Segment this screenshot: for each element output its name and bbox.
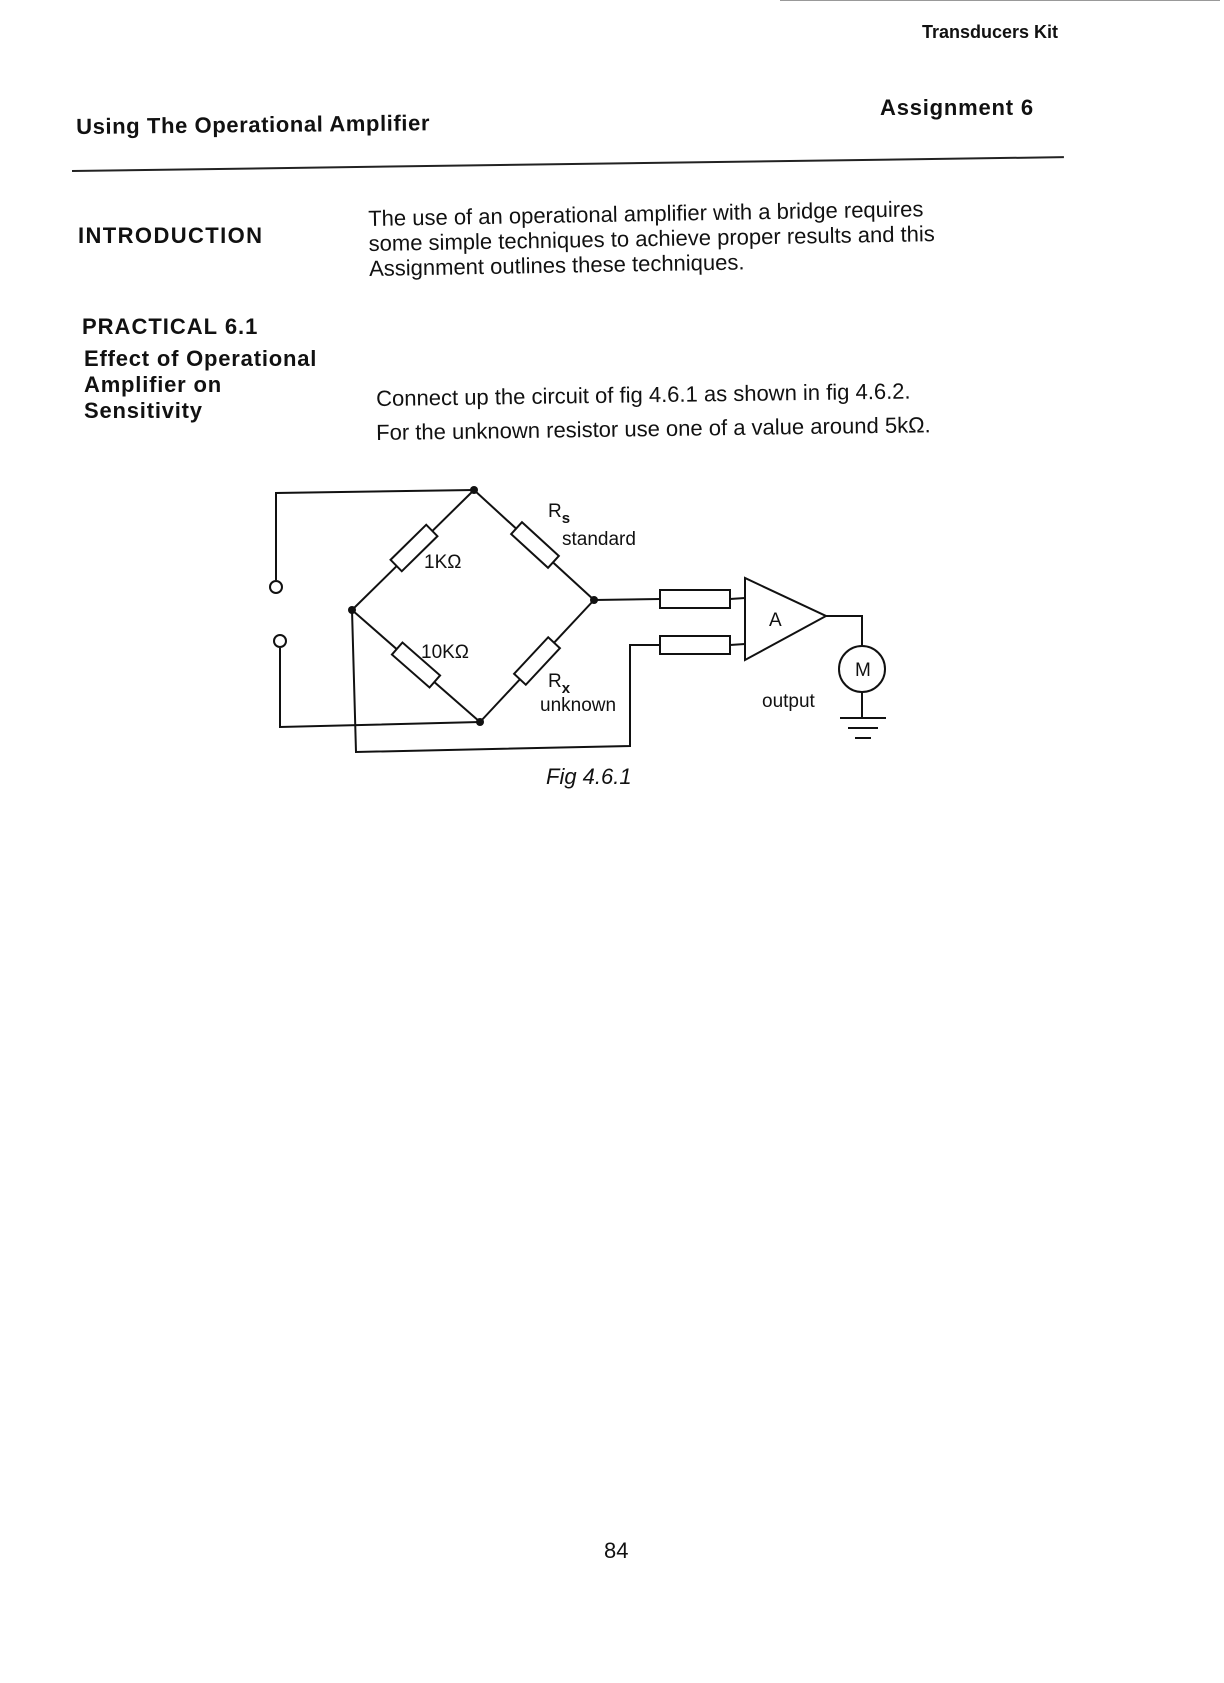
practical-subtitle-line-1: Effect of Operational (84, 346, 318, 371)
label-meter: M (855, 660, 871, 681)
practical-subtitle-line-3: Sensitivity (84, 398, 203, 423)
label-rx-desc: unknown (540, 695, 617, 716)
label-rx: $R_x$ (548, 671, 571, 697)
assignment-label: Assignment 6 (880, 95, 1034, 120)
resistor-rs (511, 522, 559, 568)
label-amplifier: A (769, 610, 782, 631)
figure-caption: Fig 4.6.1 (546, 764, 632, 789)
instruction-unknown-resistor: For the unknown resistor use one of a value around 5kΩ. (376, 412, 931, 445)
page-title: Using The Operational Amplifier (76, 110, 431, 139)
practical-subtitle-line-2: Amplifier on (84, 372, 222, 397)
practical-heading: PRACTICAL 6.1 (82, 314, 259, 339)
label-output: output (762, 691, 815, 712)
introduction-line-1: The use of an operational amplifier with a bridge requires (368, 196, 924, 231)
circuit-diagram (0, 0, 1224, 800)
introduction-heading: INTRODUCTION (78, 223, 264, 248)
kit-label: Transducers Kit (922, 22, 1059, 42)
instruction-connect: Connect up the circuit of fig 4.6.1 as shown in fig 4.6.2. (376, 378, 911, 411)
introduction-line-3: Assignment outlines these techniques. (368, 249, 745, 281)
label-rs: $R_s$ (548, 501, 571, 527)
label-rs-desc: standard (562, 529, 636, 550)
introduction-line-2: some simple techniques to achieve proper results and this (368, 221, 935, 256)
label-1k: 1KΩ (424, 552, 462, 573)
amplifier-symbol (745, 578, 826, 660)
label-10k: 10KΩ (421, 642, 470, 663)
terminal-bottom (274, 635, 286, 647)
terminal-top (270, 581, 282, 593)
page-number: 84 (604, 1538, 629, 1563)
